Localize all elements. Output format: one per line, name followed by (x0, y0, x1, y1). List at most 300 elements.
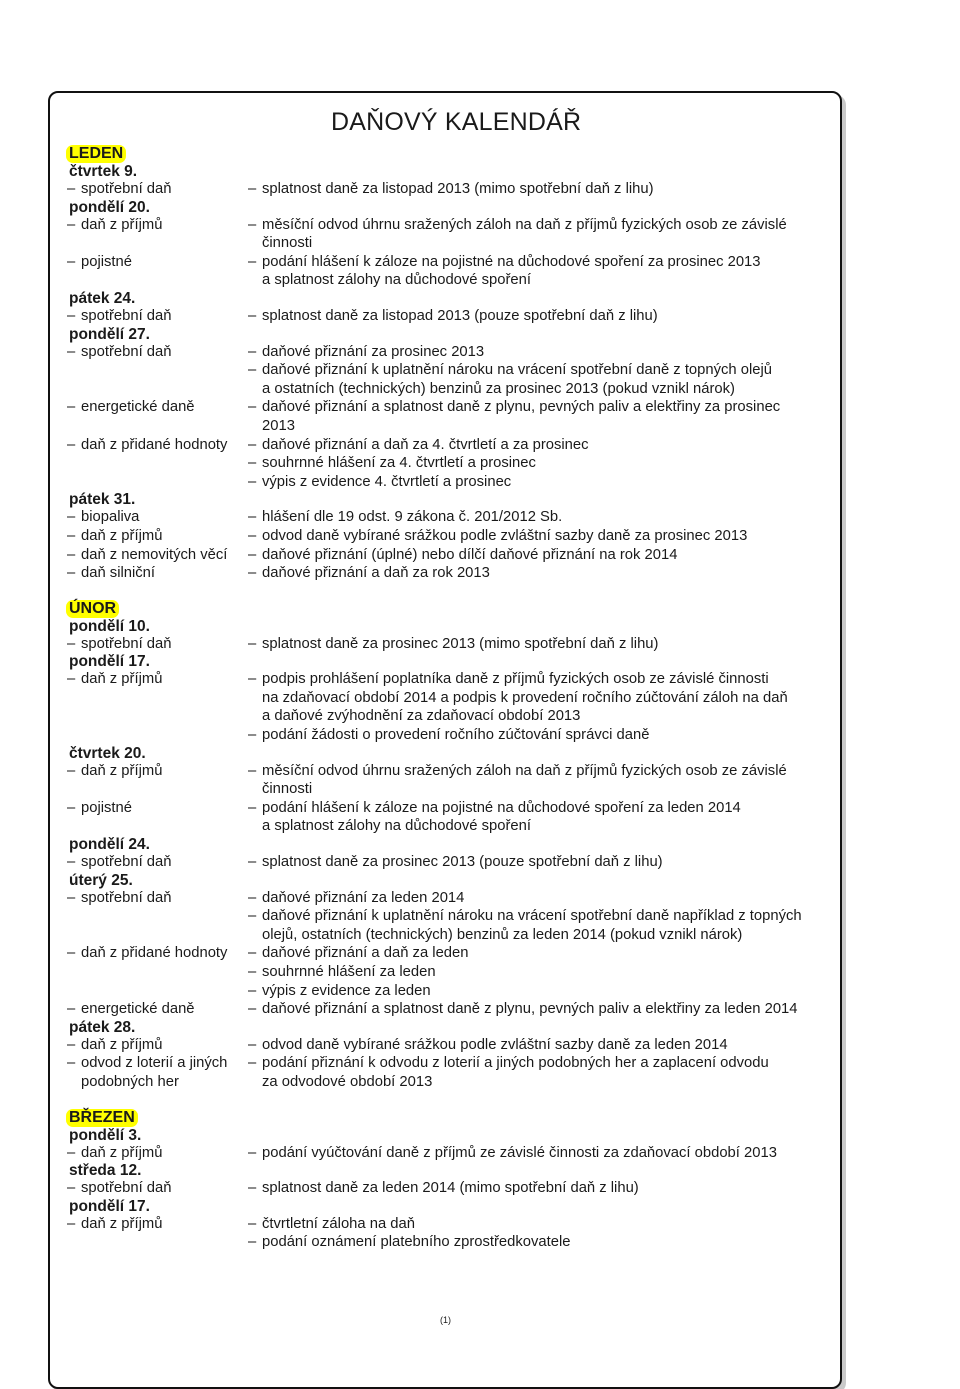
calendar-row (67, 253, 837, 290)
obligation-line: měsíční odvod úhrnu sražených záloh na daň z příjmů fyzických osob ze závislé (262, 762, 787, 779)
tax-type-line: energetické daně (81, 399, 195, 416)
day-heading: pondělí 17. (69, 1197, 150, 1215)
tax-type-text (81, 546, 227, 565)
tax-type-text (81, 1000, 195, 1019)
tax-type-text (81, 1144, 162, 1163)
obligation-text (262, 1036, 728, 1055)
obligation-line: souhrnné hlášení za 4. čtvrtletí a prosinec (262, 455, 536, 472)
day-heading: pondělí 3. (69, 1126, 142, 1144)
obligations (248, 944, 837, 1000)
dash-marker: – (248, 1036, 257, 1053)
obligation-line: splatnost daně za leden 2014 (mimo spotřební daň z lihu) (262, 1180, 639, 1197)
obligation-line: činnosti (262, 235, 313, 252)
obligation-item (248, 436, 837, 455)
dash-marker: – (67, 1036, 76, 1053)
obligation-line: výpis z evidence 4. čtvrtletí a prosinec (262, 473, 512, 490)
dash-marker: – (248, 671, 257, 688)
calendar-row (67, 853, 837, 872)
tax-type (67, 180, 248, 199)
obligation-item (248, 889, 837, 908)
obligation-text (262, 982, 431, 1001)
month-heading (67, 145, 837, 163)
day-heading: pátek 28. (69, 1018, 136, 1036)
tax-type-text (81, 1054, 227, 1091)
tax-type (67, 762, 248, 799)
calendar-row (67, 216, 837, 253)
calendar-row (67, 635, 837, 654)
obligation-item (248, 361, 837, 398)
calendar-row (67, 527, 837, 546)
tax-type (67, 889, 248, 945)
obligations (248, 527, 837, 546)
tax-type-text (81, 1215, 162, 1252)
dash-marker: – (248, 362, 257, 379)
obligation-text (262, 398, 780, 435)
dash-marker: – (67, 307, 76, 324)
calendar-row (67, 670, 837, 744)
obligations (248, 1215, 837, 1252)
tax-type-line: daň silniční (81, 565, 156, 582)
obligations (248, 546, 837, 565)
obligation-text (262, 1054, 769, 1091)
tax-type-text (81, 670, 162, 744)
dash-marker: – (248, 854, 257, 871)
dash-marker: – (248, 546, 257, 563)
obligation-text (262, 436, 589, 455)
dash-marker: – (67, 1001, 76, 1018)
obligations (248, 1144, 837, 1163)
tax-type-line: daň z přidané hodnoty (81, 436, 228, 453)
obligation-item (248, 508, 837, 527)
obligation-line: daňové přiznání a daň za rok 2013 (262, 565, 490, 582)
obligation-line: a splatnost zálohy na důchodové spoření (262, 818, 531, 835)
obligation-item (248, 546, 837, 565)
dash-marker: – (248, 399, 257, 416)
tax-type (67, 436, 248, 492)
obligation-line: a daňové zvýhodnění za zdaňovací období 2013 (262, 708, 581, 725)
dash-marker: – (248, 565, 257, 582)
tax-type-text (81, 564, 155, 583)
obligation-line: daňové přiznání a splatnost daně z plynu, pevných paliv a elektřiny za leden 2014 (262, 1001, 798, 1018)
obligation-line: podání žádosti o provedení ročního zúčtování správci daně (262, 727, 650, 744)
dash-marker: – (67, 854, 76, 871)
obligations (248, 180, 837, 199)
tax-type-text (81, 343, 172, 399)
obligation-item (248, 216, 837, 253)
obligation-text (262, 473, 511, 492)
calendar-row (67, 564, 837, 583)
dash-marker: – (248, 473, 257, 490)
obligation-line: splatnost daně za prosinec 2013 (mimo spotřební daň z lihu) (262, 635, 659, 652)
tax-type-line: daň z přidané hodnoty (81, 945, 228, 962)
dash-marker: – (248, 762, 257, 779)
day-heading: úterý 25. (69, 871, 133, 889)
tax-type (67, 853, 248, 872)
tax-type-line: daň z příjmů (81, 1215, 163, 1232)
dash-marker: – (248, 307, 257, 324)
tax-type-line: daň z příjmů (81, 527, 163, 544)
obligations (248, 670, 837, 744)
dash-marker: – (248, 527, 257, 544)
obligation-line: daňové přiznání a splatnost daně z plynu, pevných paliv a elektřiny za prosinec (262, 399, 781, 416)
tax-calendar (67, 145, 837, 1252)
calendar-row (67, 307, 837, 326)
day-heading: pondělí 27. (69, 325, 150, 343)
obligation-line: hlášení dle 19 odst. 9 zákona č. 201/2012 Sb. (262, 509, 563, 526)
obligations (248, 1036, 837, 1055)
obligation-line: splatnost daně za listopad 2013 (mimo spotřební daň z lihu) (262, 181, 654, 197)
dash-marker: – (248, 1144, 257, 1161)
calendar-row (67, 1000, 837, 1019)
obligation-item (248, 307, 837, 326)
obligation-line: daňové přiznání za prosinec 2013 (262, 343, 485, 360)
tax-type-text (81, 1036, 162, 1055)
obligation-line: čtvrtletní záloha na daň (262, 1215, 415, 1232)
dash-marker: – (248, 216, 257, 233)
tax-type-text (81, 944, 227, 1000)
obligation-item (248, 982, 837, 1001)
obligation-item (248, 907, 837, 944)
calendar-row (67, 944, 837, 1000)
dash-marker: – (248, 727, 257, 744)
obligation-line: podání přiznání k odvodu z loterií a jiných podobných her a zaplacení odvodu (262, 1055, 769, 1072)
obligation-text (262, 180, 654, 199)
calendar-row (67, 436, 837, 492)
dash-marker: – (67, 1144, 76, 1161)
obligation-text (262, 343, 484, 362)
obligation-item (248, 454, 837, 473)
obligation-line: činnosti (262, 781, 313, 798)
obligation-text (262, 1000, 798, 1019)
day-heading: pátek 24. (69, 289, 136, 307)
dash-marker: – (248, 1001, 257, 1018)
tax-type-line: biopaliva (81, 509, 140, 526)
obligation-line: podání hlášení k záloze na pojistné na důchodové spoření za leden 2014 (262, 799, 741, 816)
calendar-row (67, 1054, 837, 1091)
dash-marker: – (67, 1055, 76, 1072)
dash-marker: – (248, 889, 257, 906)
dash-marker: – (67, 343, 76, 360)
dash-marker: – (248, 343, 257, 360)
day-heading: čtvrtek 20. (69, 744, 146, 762)
tax-type-line: spotřební daň (81, 181, 172, 197)
tax-type-line: daň z příjmů (81, 216, 163, 233)
tax-type (67, 1000, 248, 1019)
obligation-text (262, 564, 490, 583)
obligation-line: odvod daně vybírané srážkou podle zvláštní sazby daně za leden 2014 (262, 1036, 728, 1053)
tax-type (67, 546, 248, 565)
obligation-text (262, 944, 469, 963)
obligation-item (248, 253, 837, 290)
obligation-item (248, 1179, 837, 1198)
obligations (248, 762, 837, 799)
dash-marker: – (67, 565, 76, 582)
obligations (248, 436, 837, 492)
tax-type-text (81, 253, 132, 290)
obligation-line: splatnost daně za prosinec 2013 (pouze spotřební daň z lihu) (262, 854, 663, 871)
obligation-item (248, 944, 837, 963)
dash-marker: – (248, 509, 257, 526)
obligation-line: souhrnné hlášení za leden (262, 964, 436, 980)
tax-type-text (81, 508, 139, 527)
tax-type-line: spotřební daň (81, 307, 172, 324)
tax-type-line: daň z příjmů (81, 1144, 163, 1161)
month-gap (67, 1092, 837, 1109)
month-badge: BŘEZEN (66, 1109, 138, 1127)
tax-type-line: daň z příjmů (81, 1036, 163, 1053)
obligation-item (248, 762, 837, 799)
obligations (248, 398, 837, 435)
day-heading: pondělí 17. (69, 653, 150, 671)
tax-type-line: odvod z loterií a jiných (81, 1055, 228, 1072)
obligations (248, 1054, 837, 1091)
dash-marker: – (67, 762, 76, 779)
obligation-text (262, 546, 677, 565)
tax-type (67, 1036, 248, 1055)
obligation-line: za odvodové období 2013 (262, 1073, 433, 1090)
obligation-text (262, 527, 747, 546)
tax-type (67, 398, 248, 435)
tax-type-line: energetické daně (81, 1001, 195, 1018)
obligations (248, 1000, 837, 1019)
calendar-row (67, 343, 837, 399)
calendar-row (67, 1179, 837, 1198)
tax-type (67, 799, 248, 836)
tax-type-line: spotřební daň (81, 343, 172, 360)
tax-type-text (81, 635, 172, 654)
obligation-line: podpis prohlášení poplatníka daně z příjmů fyzických osob ze závislé činnosti (262, 671, 769, 688)
calendar-row (67, 1144, 837, 1163)
obligation-line: podání hlášení k záloze na pojistné na důchodové spoření za prosinec 2013 (262, 253, 761, 270)
obligation-text (262, 253, 761, 290)
obligation-text (262, 508, 562, 527)
calendar-row (67, 508, 837, 527)
page-title: DAŇOVÝ KALENDÁŘ (331, 108, 582, 136)
obligation-line: daňové přiznání k uplatnění nároku na vrácení spotřební daně například z topných (262, 908, 802, 925)
obligations (248, 343, 837, 399)
dash-marker: – (67, 181, 76, 197)
obligations (248, 889, 837, 945)
dash-marker: – (67, 509, 76, 526)
tax-type (67, 1054, 248, 1091)
obligation-line: odvod daně vybírané srážkou podle zvláštní sazby daně za prosinec 2013 (262, 527, 748, 544)
tax-type-line: daň z příjmů (81, 671, 163, 688)
tax-type (67, 635, 248, 654)
obligation-text (262, 963, 436, 982)
calendar-row (67, 398, 837, 435)
dash-marker: – (67, 889, 76, 906)
month-badge: LEDEN (66, 145, 126, 163)
tax-type-text (81, 307, 172, 326)
obligation-line: výpis z evidence za leden (262, 982, 431, 999)
obligation-line: 2013 (262, 417, 295, 434)
month-heading (67, 600, 837, 618)
tax-type (67, 944, 248, 1000)
obligation-line: daňové přiznání a daň za 4. čtvrtletí a za prosinec (262, 436, 589, 453)
obligation-item (248, 564, 837, 583)
tax-type-line: podobných her (81, 1073, 179, 1090)
tax-type-line: spotřební daň (81, 1180, 172, 1197)
day-heading: pondělí 10. (69, 617, 150, 635)
tax-type-line: daň z nemovitých věcí (81, 546, 228, 563)
calendar-row (67, 1036, 837, 1055)
calendar-row (67, 799, 837, 836)
tax-type-text (81, 398, 195, 435)
calendar-row (67, 546, 837, 565)
dash-marker: – (248, 1234, 257, 1251)
tax-type-text (81, 799, 132, 836)
obligation-text (262, 726, 649, 745)
obligation-line: a splatnost zálohy na důchodové spoření (262, 272, 531, 289)
dash-marker: – (67, 253, 76, 270)
dash-marker: – (67, 527, 76, 544)
dash-marker: – (67, 671, 76, 688)
obligations (248, 799, 837, 836)
obligation-text (262, 361, 772, 398)
obligation-line: na zdaňovací období 2014 a podpis k provedení ročního zúčtování záloh na daň (262, 689, 788, 706)
obligation-item (248, 1054, 837, 1091)
obligation-item (248, 1144, 837, 1163)
dash-marker: – (248, 1215, 257, 1232)
obligations (248, 564, 837, 583)
dash-marker: – (248, 1055, 257, 1072)
dash-marker: – (248, 436, 257, 453)
tax-type-line: spotřební daň (81, 854, 172, 871)
obligation-item (248, 853, 837, 872)
obligation-item (248, 180, 837, 199)
obligation-item (248, 1036, 837, 1055)
tax-type-line: pojistné (81, 799, 133, 816)
tax-type-text (81, 180, 172, 199)
month-gap (67, 583, 837, 600)
tax-type-text (81, 527, 162, 546)
obligation-item (248, 963, 837, 982)
tax-type-line: spotřební daň (81, 635, 172, 652)
calendar-row (67, 889, 837, 945)
dash-marker: – (248, 1180, 257, 1197)
dash-marker: – (67, 1180, 76, 1197)
obligation-item (248, 670, 837, 726)
tax-type-line: pojistné (81, 253, 133, 270)
obligation-line: olejů, ostatních (technických) benzinů za leden 2014 (pokud vznikl nárok) (262, 926, 743, 943)
tax-type (67, 527, 248, 546)
obligations (248, 1179, 837, 1198)
obligation-text (262, 670, 788, 726)
obligation-text (262, 799, 741, 836)
tax-type-text (81, 853, 172, 872)
calendar-row (67, 762, 837, 799)
dash-marker: – (248, 945, 257, 962)
dash-marker: – (248, 455, 257, 472)
dash-marker: – (67, 635, 76, 652)
obligations (248, 253, 837, 290)
obligation-line: daňové přiznání (úplné) nebo dílčí daňové přiznání na rok 2014 (262, 546, 678, 563)
tax-type-line: daň z příjmů (81, 762, 163, 779)
obligation-text (262, 889, 464, 908)
obligation-line: podání vyúčtování daně z příjmů ze závislé činnosti za zdaňovací období 2013 (262, 1144, 777, 1161)
dash-marker: – (67, 799, 76, 816)
obligation-text (262, 1233, 570, 1252)
tax-type (67, 253, 248, 290)
tax-type-line: spotřební daň (81, 889, 172, 906)
tax-type (67, 343, 248, 399)
obligation-item (248, 527, 837, 546)
obligation-text (262, 216, 787, 253)
day-heading: čtvrtek 9. (69, 163, 138, 180)
obligation-text (262, 853, 663, 872)
obligations (248, 508, 837, 527)
calendar-row (67, 1215, 837, 1252)
obligation-item (248, 1233, 837, 1252)
dash-marker: – (67, 945, 76, 962)
obligation-text (262, 307, 658, 326)
day-heading: pondělí 20. (69, 198, 150, 216)
tax-type-text (81, 436, 227, 492)
dash-marker: – (248, 964, 257, 980)
obligation-line: splatnost daně za listopad 2013 (pouze spotřební daň z lihu) (262, 307, 658, 324)
dash-marker: – (248, 635, 257, 652)
obligations (248, 853, 837, 872)
dash-marker: – (248, 799, 257, 816)
obligation-item (248, 343, 837, 362)
obligation-item (248, 473, 837, 492)
tax-type-text (81, 216, 162, 253)
obligation-item (248, 726, 837, 745)
tax-type-text (81, 1179, 172, 1198)
day-heading: pátek 31. (69, 491, 136, 509)
dash-marker: – (67, 216, 76, 233)
obligation-text (262, 1144, 777, 1163)
obligation-item (248, 398, 837, 435)
month-badge: ÚNOR (66, 600, 119, 618)
dash-marker: – (67, 1215, 76, 1232)
dash-marker: – (67, 546, 76, 563)
obligations (248, 635, 837, 654)
obligation-line: daňové přiznání za leden 2014 (262, 889, 465, 906)
obligation-text (262, 635, 658, 654)
tax-type-text (81, 762, 162, 799)
obligation-line: daňové přiznání a daň za leden (262, 945, 469, 962)
tax-type (67, 1179, 248, 1198)
obligation-text (262, 907, 802, 944)
dash-marker: – (67, 399, 76, 416)
dash-marker: – (248, 253, 257, 270)
tax-type (67, 1215, 248, 1252)
obligation-item (248, 799, 837, 836)
obligation-item (248, 1215, 837, 1234)
tax-type (67, 307, 248, 326)
tax-type-text (81, 889, 172, 945)
dash-marker: – (248, 982, 257, 999)
tax-type (67, 670, 248, 744)
obligation-text (262, 762, 787, 799)
month-heading (67, 1109, 837, 1127)
tax-type (67, 216, 248, 253)
obligation-text (262, 454, 536, 473)
day-heading: středa 12. (69, 1162, 142, 1180)
tax-type (67, 564, 248, 583)
obligation-text (262, 1179, 639, 1198)
dash-marker: – (67, 436, 76, 453)
obligation-item (248, 635, 837, 654)
dash-marker: – (248, 908, 257, 925)
obligations (248, 307, 837, 326)
page-number: (1) (440, 1315, 451, 1325)
obligation-line: podání oznámení platebního zprostředkovatele (262, 1234, 571, 1251)
day-heading: pondělí 24. (69, 836, 150, 854)
obligation-line: daňové přiznání k uplatnění nároku na vrácení spotřební daně z topných olejů (262, 362, 773, 379)
tax-type (67, 508, 248, 527)
